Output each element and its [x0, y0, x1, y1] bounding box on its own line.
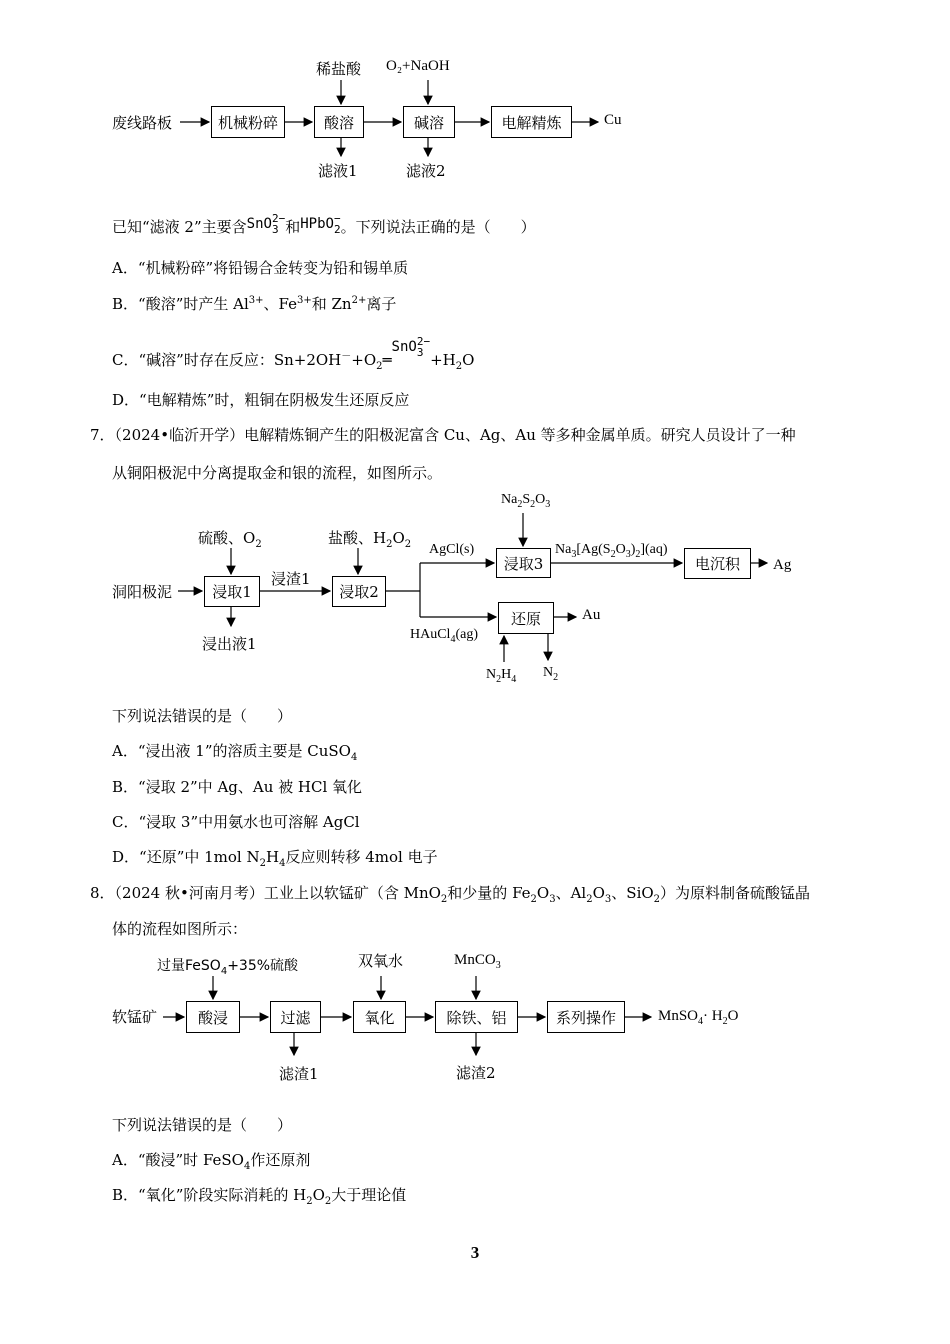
flow2-output-ag: Ag — [773, 557, 792, 573]
flow1-box-electro: 电解精炼 — [491, 106, 572, 138]
q6-stem-text: 已知“滤液 2”主要含 — [112, 218, 247, 236]
flow2-box-electro: 电沉积 — [684, 548, 751, 579]
flow3-reagent3: MnCO$_3$ — [454, 952, 501, 971]
flow3-box-filter: 过滤 — [270, 1001, 321, 1033]
q7-option-b: B．“浸取 2”中 Ag、Au 被 HCl 氧化 — [112, 778, 363, 796]
flow2-n2h4: $N_2H_4$ — [486, 667, 517, 685]
flow1-box-acid: 酸溶 — [314, 106, 364, 138]
flow2-leachate1: 浸出液1 — [202, 635, 257, 653]
q7-question: 下列说法错误的是（ ） — [112, 707, 293, 725]
q6-option-b: B．“酸溶”时产生 $Al^{3+}$、$Fe^{3+}$和 $Zn^{2+}$离子 — [112, 295, 397, 313]
flow3-residue1: 滤渣1 — [279, 1065, 319, 1083]
q8-question: 下列说法错误的是（ ） — [112, 1116, 293, 1134]
q8-stem-line2: 体的流程如图所示： — [112, 920, 248, 938]
flow2-input: 洞阳极泥 — [112, 583, 173, 601]
flow3-reagent2: 双氧水 — [358, 952, 404, 970]
q7-option-d: D．“还原”中 1mol $N_2H_4$反应则转移 4mol 电子 — [112, 848, 438, 869]
flow3-input: 软锰矿 — [112, 1008, 158, 1026]
q7-stem-line2: 从铜阳极泥中分离提取金和银的流程，如图所示。 — [112, 464, 443, 482]
flow2-box-reduce: 还原 — [498, 602, 554, 634]
flow3-output: MnSO$_4$· $H_2O$ — [658, 1008, 739, 1027]
flow1-box-crush: 机械粉碎 — [211, 106, 285, 138]
flow2-box-leach1: 浸取1 — [204, 576, 260, 607]
q6-option-d: D．“电解精炼”时，粗铜在阴极发生还原反应 — [112, 391, 410, 409]
q6-ion-hpbo2: HPbO − 2 — [300, 212, 341, 236]
flow1-output: Cu — [604, 112, 622, 128]
flow2-haucl4: HAuCl$_4$(ag) — [410, 627, 478, 645]
q7-stem-line1: 7．（2024•临沂开学）电解精炼铜产生的阳极泥富含 Cu、Ag、Au 等多种金属单质。研究人员设计了一种 — [90, 426, 796, 444]
flow2-n2: $N_2$ — [543, 665, 559, 683]
q6-ion-sno3: SnO 2− 3 — [246, 212, 286, 236]
q7-option-a: A．“浸出液 1”的溶质主要是 CuSO$_4$ — [112, 742, 358, 763]
q6-stem-end: 。下列说法正确的是（ ） — [340, 218, 536, 236]
q8-option-b: B．“氧化”阶段实际消耗的 $H_2O_2$大于理论值 — [112, 1186, 407, 1207]
flow2-output-au: Au — [582, 607, 601, 623]
q6-optc-ion: SnO 2− 3 — [391, 335, 431, 359]
flow2-reagent1: 硫酸、$O_2$ — [198, 529, 262, 550]
flow2-box-leach2: 浸取2 — [332, 576, 386, 607]
flow1-input: 废线路板 — [112, 114, 173, 132]
flow3-box-series-ops: 系列操作 — [547, 1001, 625, 1033]
flow2-na2s2o3: $Na_2S_2O_3$ — [501, 492, 551, 510]
page-number: 3 — [470, 1243, 480, 1262]
flow3-box-remove-fe-al: 除铁、铝 — [435, 1001, 518, 1033]
flow1-filtrate1: 滤液1 — [318, 162, 358, 180]
q8-stem-line1: 8．（2024 秋•河南月考）工业上以软锰矿（含 MnO$_2$和少量的 $Fe_2O_3$、$Al_2O_3$、SiO$_2$）为原料制备硫酸锰晶 — [90, 884, 811, 905]
flow3-box-acid-leach: 酸浸 — [186, 1001, 240, 1033]
flow1-reagent-acid: 稀盐酸 — [316, 60, 362, 78]
flow1-reagent-base: O₂+NaOH — [386, 58, 450, 74]
q6-option-a: A．“机械粉碎”将铅锡合金转变为铅和锡单质 — [112, 259, 409, 277]
q7-option-c: C．“浸取 3”中用氨水也可溶解 AgCl — [112, 813, 360, 831]
flow2-box-leach3: 浸取3 — [496, 548, 551, 578]
flow3-reagent1: 过量FeSO$_4$+35%硫酸 — [157, 958, 299, 977]
q6-stem — [112, 212, 536, 239]
flow2-complex: $Na_3[Ag(S_2O_3)_2](aq)$ — [555, 542, 668, 560]
q8-option-a: A．“酸浸”时 FeSO$_4$作还原剂 — [112, 1151, 311, 1172]
q6-and: 和 — [285, 218, 301, 236]
flow3-box-oxidize: 氧化 — [353, 1001, 406, 1033]
flow1-box-base: 碱溶 — [403, 106, 455, 138]
flow2-residue1: 浸渣1 — [271, 570, 311, 588]
flow2-agcl: AgCl(s) — [429, 542, 475, 557]
q6-option-c: C．“碱溶”时存在反应：$Sn+2OH^-+O_2═SnO$ 2− 3 $+H_2O$ — [112, 335, 475, 372]
flow1-filtrate2: 滤液2 — [406, 162, 446, 180]
flow2-reagent2: 盐酸、$H_2O_2$ — [328, 529, 412, 550]
flow3-residue2: 滤渣2 — [456, 1064, 496, 1082]
